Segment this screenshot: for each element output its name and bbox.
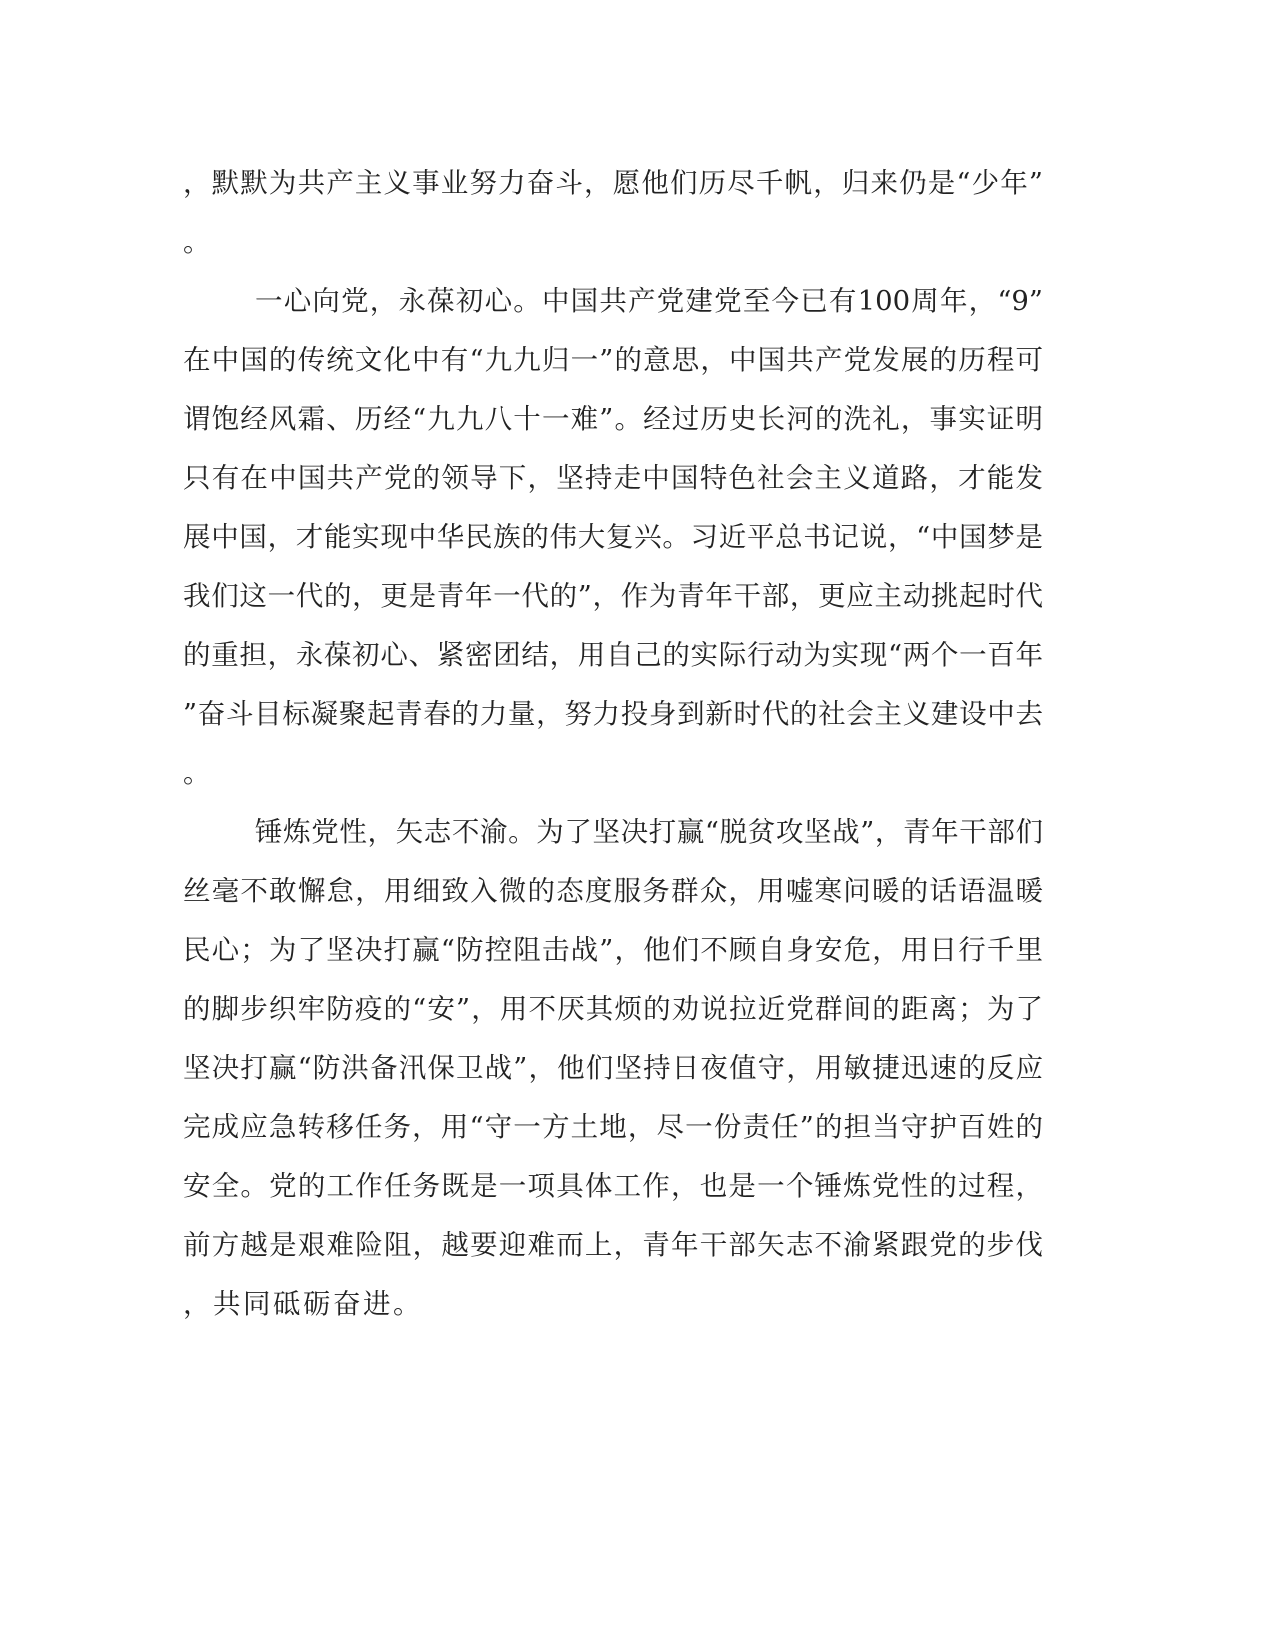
text-line: 安全。党的工作任务既是一项具体工作，也是一个锤炼党性的过程，: [183, 1170, 1043, 1202]
text-line: 完成应急转移任务，用“守一方土地，尽一份责任”的担当守护百姓的: [183, 1111, 1043, 1143]
text-line: 的脚步织牢防疫的“安”，用不厌其烦的劝说拉近党群间的距离；为了: [183, 993, 1043, 1025]
text-line: 。: [183, 757, 213, 789]
text-line: 坚决打赢“防洪备汛保卫战”，他们坚持日夜值守，用敏捷迅速的反应: [183, 1052, 1043, 1084]
paragraph-first-line: 锤炼党性，矢志不渝。为了坚决打赢“脱贫攻坚战”，青年干部们: [255, 816, 1043, 848]
text-line: 谓饱经风霜、历经“九九八十一难”。经过历史长河的洗礼，事实证明: [183, 403, 1043, 435]
text-line: 丝毫不敢懈怠，用细致入微的态度服务群众，用嘘寒问暖的话语温暖: [183, 875, 1043, 907]
text-line: 的重担，永葆初心、紧密团结，用自己的实际行动为实现“两个一百年: [183, 639, 1043, 671]
text-line: 民心；为了坚决打赢“防控阻击战”，他们不顾自身安危，用日行千里: [183, 934, 1043, 966]
text-line: 在中国的传统文化中有“九九归一”的意思，中国共产党发展的历程可: [183, 344, 1043, 376]
text-line: ”奋斗目标凝聚起青春的力量，努力投身到新时代的社会主义建设中去: [183, 698, 1043, 730]
text-line: ，共同砥砺奋进。: [183, 1288, 423, 1320]
text-line: 。: [183, 226, 213, 258]
text-line: 只有在中国共产党的领导下，坚持走中国特色社会主义道路，才能发: [183, 462, 1043, 494]
text-line: 我们这一代的，更是青年一代的”，作为青年干部，更应主动挑起时代: [183, 580, 1043, 612]
text-line: 展中国，才能实现中华民族的伟大复兴。习近平总书记说，“中国梦是: [183, 521, 1043, 553]
text-line: ，默默为共产主义事业努力奋斗，愿他们历尽千帆，归来仍是“少年”: [183, 167, 1043, 199]
paragraph-first-line: 一心向党，永葆初心。中国共产党建党至今已有100周年，“9”: [255, 285, 1043, 317]
text-line: 前方越是艰难险阻，越要迎难而上，青年干部矢志不渝紧跟党的步伐: [183, 1229, 1043, 1261]
